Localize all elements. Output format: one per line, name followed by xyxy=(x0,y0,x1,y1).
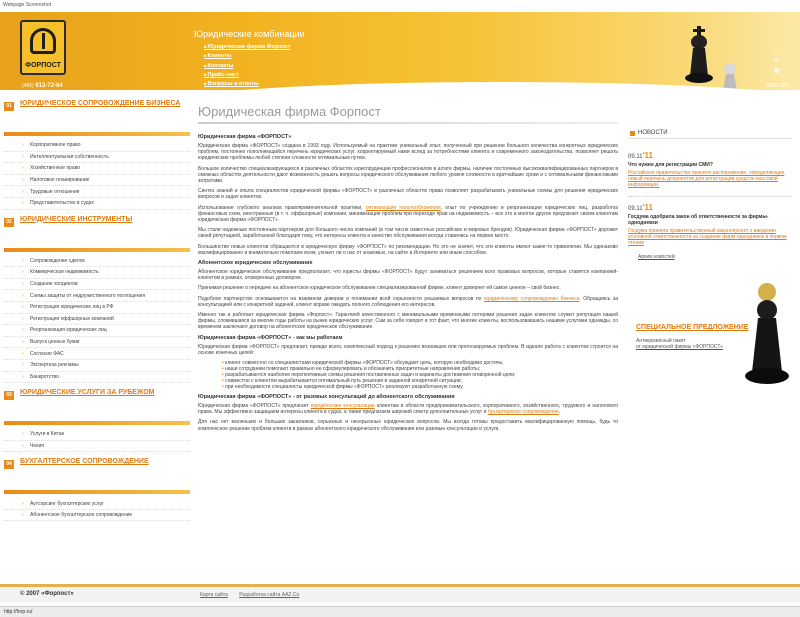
top-navigation xyxy=(204,44,290,90)
section-divider xyxy=(4,421,190,425)
paragraph: Большое количество специализирующихся в различных областях юриспруденции профессионалов в штате фирмы, наличие постоянных высококвалифицированных партнеров в смежных областях деятельности дают возможность решать вопросы юридического обслуживания любого уровня сложности в кратчайшие сроки и с оптимальными финансовыми затратами. xyxy=(198,165,618,185)
sidebar-item[interactable]: › Услуги в Китае xyxy=(4,429,190,441)
content-heading: Юридическая фирма «ФОРПОСТ» - от разовых консультаций до абонентского обслуживания xyxy=(198,394,455,401)
section-heading xyxy=(4,100,190,130)
section-title-abroad[interactable]: ЮРИДИЧЕСКИЕ УСЛУГИ ЗА РУБЕЖОМ xyxy=(20,389,155,397)
language-switch[interactable]: ENGLISH xyxy=(766,83,788,89)
section-title-business[interactable]: ЮРИДИЧЕСКОЕ СОПРОВОЖДЕНИЕ БИЗНЕСА xyxy=(20,100,181,107)
browser-caption-bar xyxy=(0,0,800,12)
text: , опыт по учреждению и реорганизации юридических лиц, разработка финансовых схем, иностранные (в т. ч. оффшорные) компании, минимизация проблем при переходе прав на недвижимость – все это и многое другое предлагает своим клиентам юридическая фирма «ФОРПОСТ». xyxy=(198,204,618,224)
sidebar-item[interactable]: › Корпоративное право xyxy=(4,140,190,152)
header-icons xyxy=(774,46,780,76)
developer-link[interactable]: Разработка сайта AAZ.Co xyxy=(239,592,300,598)
sidebar-item[interactable]: › Хозяйственное право xyxy=(4,163,190,175)
section-title-accounting[interactable]: БУХГАЛТЕРСКОЕ СОПРОВОЖДЕНИЕ xyxy=(20,458,149,466)
list-item: • совместно с клиентом вырабатывается оптимальный путь решения в заданной конкретной ситуации; xyxy=(222,378,618,384)
paragraph xyxy=(198,296,618,308)
page-title: Юридическая фирма Форпост xyxy=(198,104,381,119)
sidebar-item[interactable]: › Реорганизация юридических лиц xyxy=(4,325,190,337)
paragraph xyxy=(198,205,618,224)
paragraph xyxy=(198,403,618,415)
phone-number: 913-72-64 xyxy=(35,83,63,89)
sidebar-section-4 xyxy=(4,458,190,521)
sidebar-item[interactable]: › Согласие ФАС xyxy=(4,348,190,360)
sidebar-item[interactable]: › Выпуск ценных бумаг xyxy=(4,337,190,349)
sidebar-item[interactable]: › Чехия xyxy=(4,441,190,453)
phone-code: (495) xyxy=(22,83,34,89)
site-header xyxy=(0,12,800,90)
paragraph: Юридическая фирма «ФОРПОСТ» предлагает, прежде всего, комплексный подход к решению возникших или прогнозируемых проблем. В идеале работа с клиентом строится на основе конечных целей: xyxy=(198,343,618,356)
news-date xyxy=(628,203,792,212)
status-url: http://forp.ru/ xyxy=(4,609,33,615)
news-day: 09.11 xyxy=(628,154,643,160)
sidebar-section-3 xyxy=(4,389,190,452)
left-sidebar xyxy=(4,100,190,527)
nav-item-pricelist[interactable]: ■ Прайс-лист xyxy=(204,72,290,78)
sidebar-item[interactable]: › Абонентское бухгалтерское сопровождение xyxy=(4,510,190,522)
nav-item-contacts[interactable]: ■ Контакты xyxy=(204,63,290,69)
special-offer-link[interactable]: от юридической фирмы «ФОРПОСТ» xyxy=(636,344,723,350)
content-heading: Абонентское юридическое обслуживание xyxy=(198,260,313,267)
section-heading xyxy=(4,216,190,246)
section-number: 04 xyxy=(4,460,14,469)
text: . xyxy=(558,409,561,416)
sidebar-item[interactable]: › Регистрация оффшорных компаний xyxy=(4,314,190,326)
sidebar-item[interactable]: › Трудовые отношения xyxy=(4,186,190,198)
paragraph: Большинство новых клиентов обращаются в юридическую фирму «ФОРПОСТ» по рекомендации. Но это не значит, что эти клиенты имеют какие-то привилегии. Мы одинаково квалифицированно и внимательно помогаем всем, узнают ли о нас от знакомых, на сайте в Интернете или иным способом. xyxy=(198,243,618,256)
paragraph: Именно так и работает юридическая фирма «Форпост». Гарантией качественного с минимальными временными потерями решения задач клиентов служит репутация нашей фирмы, сложившаяся за многие годы работы на рынке юридических услуг. Сам за себя говорит и тот факт, что многие клиенты, воспользовавшись нашими услугами однажды, со временем заключают договор на абонентское юридическое обслуживание. xyxy=(198,312,618,331)
title-divider xyxy=(198,122,618,124)
sidebar-item[interactable]: › Представительство в судах xyxy=(4,198,190,210)
text: Юридическая фирма «ФОРПОСТ» предлагает xyxy=(198,403,309,410)
bullet-list xyxy=(222,360,618,390)
news-text[interactable]: Госдума приняла правительственный законопроект о введении уголовной ответственности за создание фирм-однодневок в первом чтении xyxy=(628,228,787,246)
sidebar-item[interactable]: › Регистрация юридических лиц в РФ xyxy=(4,302,190,314)
section-number: 02 xyxy=(4,218,14,227)
browser-status-bar xyxy=(0,606,800,617)
sidebar-item[interactable]: › Схемы защиты от недружественного поглощения xyxy=(4,290,190,302)
news-year: '11 xyxy=(642,151,653,160)
news-title[interactable]: Что нужно для регистрации СМИ? xyxy=(628,162,713,168)
chess-king-icon xyxy=(684,26,714,84)
tower-icon xyxy=(30,28,56,54)
nav-item-faq[interactable]: ■ Вопросы и ответы xyxy=(204,81,290,87)
nav-item-clients[interactable]: ■ Клиенты xyxy=(204,53,290,59)
header-phone xyxy=(22,83,63,89)
news-heading: НОВОСТИ xyxy=(628,128,792,139)
paragraph: Абонентское юридическое обслуживание предполагает, что юристы фирмы «ФОРПОСТ» будут заниматься решением всех правовых вопросов, которые ставятся компанией-клиентом в рамках, оговоренных договором. xyxy=(198,269,618,282)
sidebar-section-2 xyxy=(4,216,190,384)
list-item: • наши сотрудники помогают правильно ее сформулировать и обозначить приоритетные направления работы; xyxy=(222,366,618,372)
footer-links xyxy=(200,592,309,598)
text: . Обращаясь за консультацией или с конкретной задачей, клиент вправе ожидать полного соблюдения его интересов. xyxy=(198,295,619,308)
chess-pawn-icon xyxy=(720,62,740,90)
consultations-link[interactable]: юридические консультации xyxy=(310,403,375,410)
sidebar-item[interactable]: › Коммерческая недвижимость xyxy=(4,267,190,279)
news-title[interactable]: Госдума одобрила закон об ответственности за фирмы-однодневки xyxy=(628,214,769,226)
text: Использование глубокого анализа правоприменительной практики, xyxy=(198,204,363,211)
paragraph: Юридическая фирма «ФОРПОСТ» создана в 1993 году. Используемый на практике уникальный опыт, полученный при решении большого количества конкретных юридических проблем, постоянно пополняющийся перечень юридических услуг, корректируемый нами вслед за потребностями клиента и современного законодательства, позволяет решать юридические проблемы любой степени сложности оптимальным путем. xyxy=(198,143,618,162)
list-item: • разрабатываются наиболее перспективные схемы решения поставленных задач и варианты достижения оговоренной цели; xyxy=(222,372,618,378)
sitemap-icon[interactable]: ▦ xyxy=(774,68,780,74)
mail-icon[interactable]: ✉ xyxy=(774,58,780,64)
content-heading: Юридическая фирма «ФОРПОСТ» - как мы работаем xyxy=(198,334,343,341)
section-number: 03 xyxy=(4,391,14,400)
paragraph: Принимая решение о передаче на абонентское юридическое обслуживание специализированной фирме, клиент доверяет ей самое ценное – свой бизнес. xyxy=(198,285,561,292)
browser-caption: Webpage Screenshot xyxy=(3,2,51,8)
paragraph: Мы стали надежным постоянным партнером для большого числа компаний (в том числе известных российских и мировых брендов). Юридическая фирма «ФОРПОСТ» дорожит своей репутацией, заработанной благодаря тому, что интересы клиента и качество обслуживания всегда ставились на первое место. xyxy=(198,227,618,240)
section-title-instruments[interactable]: ЮРИДИЧЕСКИЕ ИНСТРУМЕНТЫ xyxy=(20,215,133,223)
chess-pawn-gold-icon xyxy=(744,280,790,390)
news-text[interactable]: Российское правительство приняло распоряжение, определяющее новый перечень документов для регистрации средств массовой информации. xyxy=(628,170,785,188)
section-heading xyxy=(4,458,190,488)
copyright: © 2007 «Форпост» xyxy=(20,591,74,597)
paragraph: Синтез знаний и опыта специалистов юридической фирмы «ФОРПОСТ» в различных областях права позволяет разрабатывать уникальные схемы для решения юридических вопросов и задач клиентов. xyxy=(198,188,618,201)
sidebar-item[interactable]: › Банкротство xyxy=(4,372,190,384)
section-divider xyxy=(4,248,190,252)
section-divider xyxy=(4,490,190,494)
logo-text: ФОРПОСТ xyxy=(25,62,61,69)
sidebar-item[interactable]: › Аутсорсинг бухгалтерских услуг xyxy=(4,498,190,510)
text: Подобное партнерство основывается на взаимном доверии и понимании всей серьезности решаемых вопросов по xyxy=(198,295,482,302)
special-offer-line: Антикризисный пакет xyxy=(636,338,686,344)
tax-optimization-link[interactable]: оптимизация налогообложения xyxy=(365,204,441,211)
news-archive-link[interactable]: Архив новостей xyxy=(638,254,675,260)
text: клиентам в области предпринимательского, корпоративного, хозяйственного, трудового и налогового права. Мы эффективно защищаем интересы клиента в судах, а также предлагаем широкий спектр дополнительных услуг и xyxy=(198,403,618,416)
sidebar-item[interactable]: › Сопровождение сделок xyxy=(4,256,190,268)
site-footer xyxy=(0,584,800,602)
list-item: • при необходимости специалисты юридической фирмы «ФОРПОСТ» реализуют разработанную схему. xyxy=(222,384,618,390)
site-logo[interactable] xyxy=(20,20,66,75)
nav-item-firm[interactable]: ■ Юридическая фирма Форпост xyxy=(204,44,290,50)
content-heading: Юридическая фирма «ФОРПОСТ» xyxy=(198,134,292,140)
section-number: 01 xyxy=(4,102,14,111)
sidebar-item[interactable]: › Экспертиза рекламы xyxy=(4,360,190,372)
business-support-link[interactable]: юридическому сопровождению бизнеса xyxy=(484,295,580,302)
home-icon[interactable]: ⌂ xyxy=(774,48,778,54)
special-offer-desc xyxy=(636,338,726,350)
news-column xyxy=(628,128,792,260)
special-offer-title[interactable]: СПЕЦИАЛЬНОЕ ПРЕДЛОЖЕНИЕ xyxy=(636,324,749,331)
news-year: '11 xyxy=(642,203,653,212)
section-heading xyxy=(4,389,190,419)
sidebar-item[interactable]: › Интеллектуальная собственность xyxy=(4,152,190,164)
sidebar-item[interactable]: › Налоговое планирование xyxy=(4,175,190,187)
list-item: • клиент совместно со специалистами юридической фирмы «ФОРПОСТ» обсуждает цель, которую необходимо достичь; xyxy=(222,360,618,366)
main-content xyxy=(198,104,618,436)
news-divider xyxy=(628,196,792,197)
sidebar-section-1 xyxy=(4,100,190,210)
section-divider xyxy=(4,132,190,136)
paragraph: Для нас нет маленьких и больших заказчиков, серьезных и несерьезных юридических вопросов. Мы всегда готовы предоставить квалифицированную помощь, будь то комплексное решение проблем клиента в рамках абонентского юридического обслуживания или разовые консультации и услуги. xyxy=(198,419,618,432)
sitemap-link[interactable]: Карта сайта xyxy=(200,592,228,598)
news-date xyxy=(628,151,792,160)
sidebar-item[interactable]: › Создание холдингов xyxy=(4,279,190,291)
accounting-link[interactable]: бухгалтерское сопровождение xyxy=(487,409,559,416)
news-day: 09.11 xyxy=(628,206,643,212)
header-title: Юридические комбинации xyxy=(194,29,305,39)
